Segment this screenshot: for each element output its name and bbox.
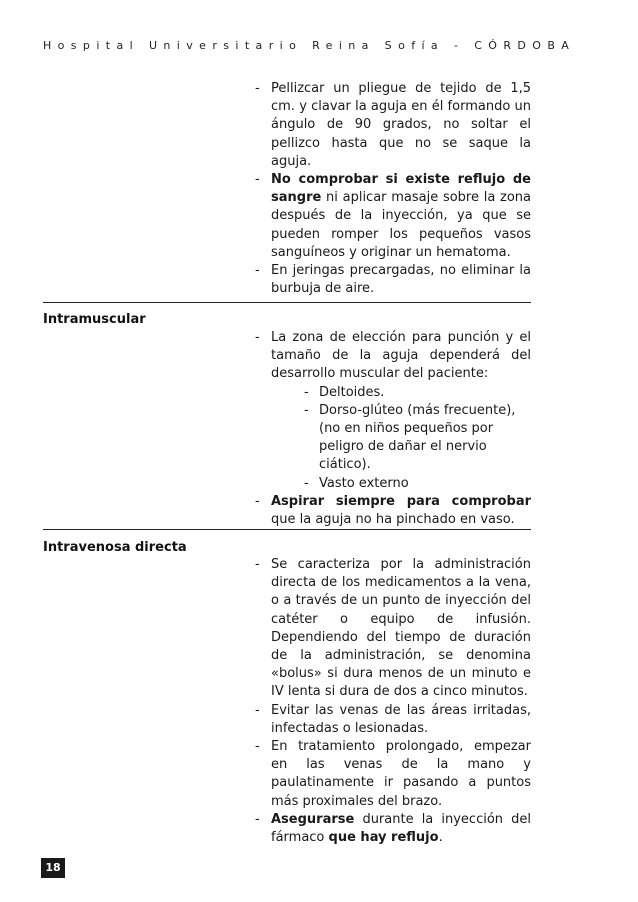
list-dash: - <box>255 557 260 572</box>
item-text: En tratamiento prolongado, empezar en las venas de la mano y paulatinamente ir pasando a puntos más proximales del brazo. <box>271 739 531 809</box>
list-dash: - <box>255 702 260 718</box>
item-bold-text: Aspirar siempre para comprobar <box>271 493 531 509</box>
section-title-intravenosa: Intravenosa directa <box>43 540 187 555</box>
item-text: Evitar las venas de las áreas irritadas, infectadas o lesionadas. <box>271 702 531 736</box>
list-dash: - <box>255 81 260 96</box>
list-dash: - <box>304 475 309 491</box>
list-dash: - <box>304 402 309 418</box>
list-item <box>255 80 531 171</box>
item-text: Dorso-glúteo (más frecuente), (no en niños pequeños por peligro de dañar el nervio ciático). <box>319 402 516 473</box>
list-dash: - <box>255 330 260 345</box>
section-divider <box>43 529 531 530</box>
item-bold-text: No comprobar si existe reflujo de sangre <box>271 172 531 206</box>
item-text: Vasto externo <box>319 475 409 491</box>
list-item <box>255 702 531 738</box>
list-item <box>255 329 531 384</box>
intravenosa-list <box>255 556 531 847</box>
running-header: Hospital Universitario Reina Sofía - CÓRDOBA <box>43 39 576 52</box>
section-title-intramuscular: Intramuscular <box>43 312 146 327</box>
list-dash: - <box>255 493 260 509</box>
list-item <box>255 171 531 262</box>
list-dash: - <box>255 172 260 188</box>
item-text: Deltoides. <box>319 384 385 400</box>
list-item <box>255 811 531 847</box>
list-dash: - <box>304 384 309 400</box>
list-item <box>255 556 531 702</box>
item-bold-text: Asegurarse <box>271 811 355 827</box>
item-text: durante la inyección del fármaco <box>271 811 531 846</box>
section-divider <box>43 302 531 303</box>
sub-list-item <box>255 475 531 493</box>
intramuscular-list <box>255 329 531 529</box>
item-bold-text: que hay reflujo <box>328 830 439 846</box>
item-text: ni aplicar masaje sobre la zona después de la inyección, ya que se pueden romper los pequeños vasos sanguíneos y originar un hematoma. <box>271 190 531 260</box>
page-number: 18 <box>41 858 65 878</box>
item-text: . <box>438 830 443 846</box>
subcutaneous-list <box>255 80 531 298</box>
list-dash: - <box>255 811 260 827</box>
list-item <box>255 493 531 529</box>
list-dash: - <box>255 739 260 755</box>
list-dash: - <box>255 263 260 279</box>
list-item <box>255 262 531 298</box>
sub-list-item <box>255 402 531 475</box>
item-text: La zona de elección para punción y el tamaño de la aguja dependerá del desarrollo muscular del paciente: <box>271 330 531 382</box>
item-text: Pellizcar un pliegue de tejido de 1,5 cm. y clavar la aguja en él formando un ángulo de 90 grados, no soltar el pellizco hasta que no se saque la aguja. <box>271 81 531 169</box>
sub-list-item <box>255 384 531 402</box>
item-text: Se caracteriza por la administración directa de los medicamentos a la vena, o a través de un punto de inyección del catéter o equipo de infusión. Dependiendo del tiempo de duración de la administración, se denomina «bolus» si dura menos de un minuto e IV lenta si dura de dos a cinco minutos. <box>271 557 531 700</box>
item-text: que la aguja no ha pinchado en vaso. <box>271 512 515 528</box>
list-item <box>255 738 531 811</box>
item-text: En jeringas precargadas, no eliminar la burbuja de aire. <box>271 263 531 297</box>
